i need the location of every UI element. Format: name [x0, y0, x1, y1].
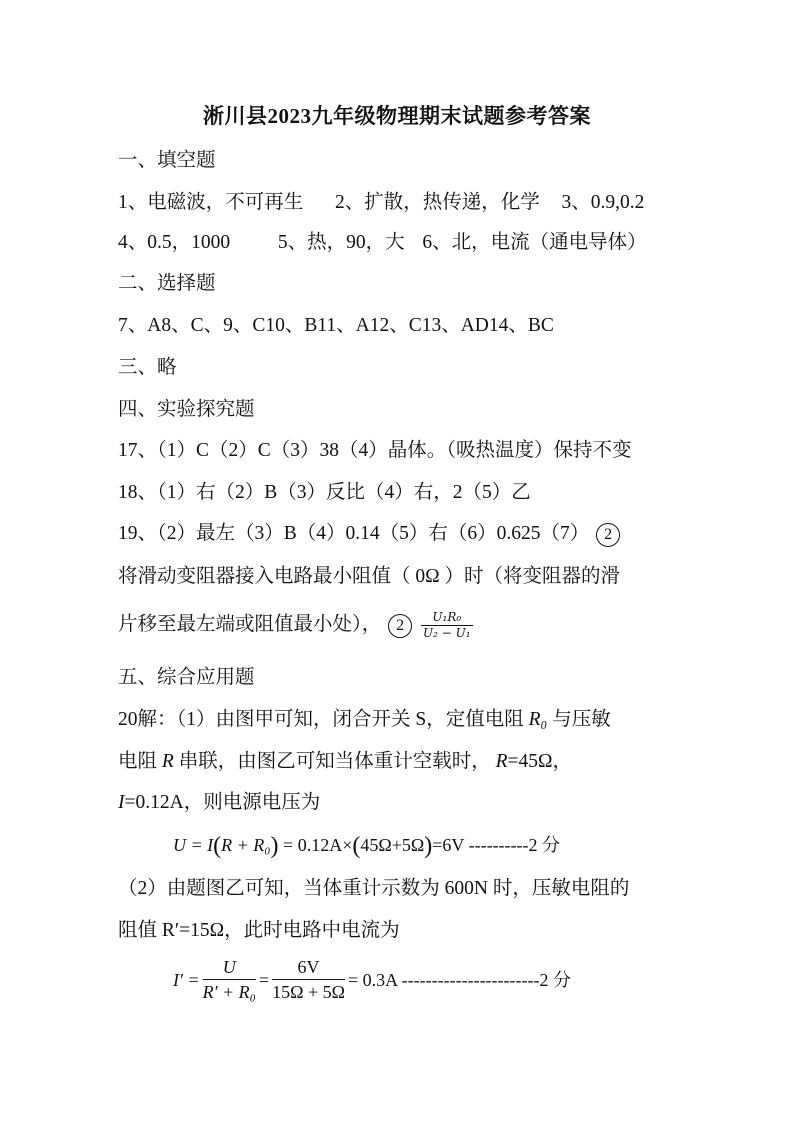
close-paren: ) — [270, 833, 279, 859]
eq2-fraction-1-num: U — [222, 957, 236, 977]
section-experiment-heading: 四、实验探究题 — [118, 399, 255, 420]
fill-answers-line-1 — [118, 190, 644, 216]
symbol-i: I — [118, 792, 125, 813]
eq2-fraction-1-den: R′ + R₀ — [202, 982, 256, 1002]
experiment-q19-line-1 — [118, 521, 622, 547]
q20-line-1-suffix: 与压敏 — [552, 709, 611, 730]
section-3-heading: 三、略 — [118, 357, 177, 378]
eq2-fraction-2-num: 6V — [297, 957, 320, 977]
eq2-fraction-2 — [272, 955, 345, 1004]
symbol-r0: R₀ — [528, 709, 548, 730]
application-q20-line-2 — [118, 749, 572, 775]
eq2-lhs: I′ = — [173, 969, 200, 990]
experiment-q19-line-2: 将滑动变阻器接入电路最小阻值（ 0Ω ）时（将变阻器的滑 — [118, 566, 620, 587]
equation-voltage — [173, 832, 560, 859]
q20-line-3-text: =0.12A，则电源电压为 — [124, 792, 321, 813]
q20-line-2-part-2: 串联，由图乙可知当体重计空载时， — [178, 751, 491, 772]
q19-answers: 19、（2）最左（3）B（4）0.14（5）右（6）0.625（7） — [118, 523, 590, 544]
q20-line-2-part-3: =45Ω， — [507, 751, 572, 772]
fill-answer-2: 2、扩散，热传递，化学 — [335, 192, 540, 213]
eq2-rhs: = 0.3A -----------------------2 分 — [347, 969, 572, 990]
fill-answers-line-2 — [118, 230, 647, 256]
section-fill-heading: 一、填空题 — [118, 150, 216, 171]
fraction-numerator: U₁R₀ — [432, 610, 462, 624]
application-q20-line-3 — [118, 790, 320, 816]
experiment-q18: 18、（1）右（2）B（3）反比（4）右，2（5）乙 — [118, 482, 531, 503]
eq1-rhs-2: =6V ----------2 分 — [432, 835, 561, 855]
application-q20-part-2-line-2: 阻值 R′=15Ω，此时电路中电流为 — [118, 920, 400, 941]
eq1-paren-content: R + R₀ — [221, 835, 271, 855]
circled-number-2: 2 — [596, 523, 620, 547]
fill-answer-4: 4、0.5，1000 — [118, 232, 231, 253]
choice-answers: 7、A8、C、9、C10、B11、A12、C13、AD14、BC — [118, 315, 554, 336]
symbol-r: R — [161, 751, 174, 772]
eq1-rhs-1: = 0.12A× — [283, 835, 353, 855]
symbol-r-second: R — [495, 751, 508, 772]
application-q20-line-1 — [118, 707, 611, 733]
fill-answer-3: 3、0.9,0.2 — [561, 192, 645, 213]
page-title: 淅川县2023九年级物理期末试题参考答案 — [203, 104, 591, 128]
eq2-equals: = — [258, 969, 270, 990]
open-paren-2: ( — [352, 833, 361, 859]
eq2-fraction-1 — [203, 955, 256, 1004]
close-paren-2: ) — [424, 833, 433, 859]
resistance-fraction — [421, 610, 473, 641]
eq1-lhs: U = I — [173, 835, 214, 855]
section-choice-heading: 二、选择题 — [118, 273, 216, 294]
equation-current — [173, 955, 571, 1004]
eq1-paren2-content: 45Ω+5Ω — [360, 835, 425, 855]
fraction-denominator: U₂ − U₁ — [423, 626, 471, 640]
experiment-q19-line-3 — [118, 610, 473, 641]
eq2-fraction-2-den: 15Ω + 5Ω — [272, 982, 345, 1002]
fill-answer-5: 5、热，90，大 — [277, 232, 405, 253]
q20-line-1-prefix: 20解：（1）由图甲可知，闭合开关 S，定值电阻 — [118, 709, 524, 730]
fill-answer-1: 1、电磁波，不可再生 — [118, 192, 304, 213]
application-q20-part-2-line-1: （2）由题图乙可知，当体重计示数为 600N 时，压敏电阻的 — [118, 878, 630, 899]
circled-number-2-second: 2 — [388, 614, 412, 638]
fill-answer-6: 6、北，电流（通电导体） — [422, 232, 647, 253]
open-paren: ( — [213, 833, 222, 859]
q19-line-3-text: 片移至最左端或阻值最小处）， — [118, 613, 382, 635]
experiment-q17: 17、（1）C（2）C（3）38（4）晶体。（吸热温度）保持不变 — [118, 440, 632, 461]
q20-line-2-part-1: 电阻 — [118, 751, 158, 772]
section-application-heading: 五、综合应用题 — [118, 667, 255, 688]
